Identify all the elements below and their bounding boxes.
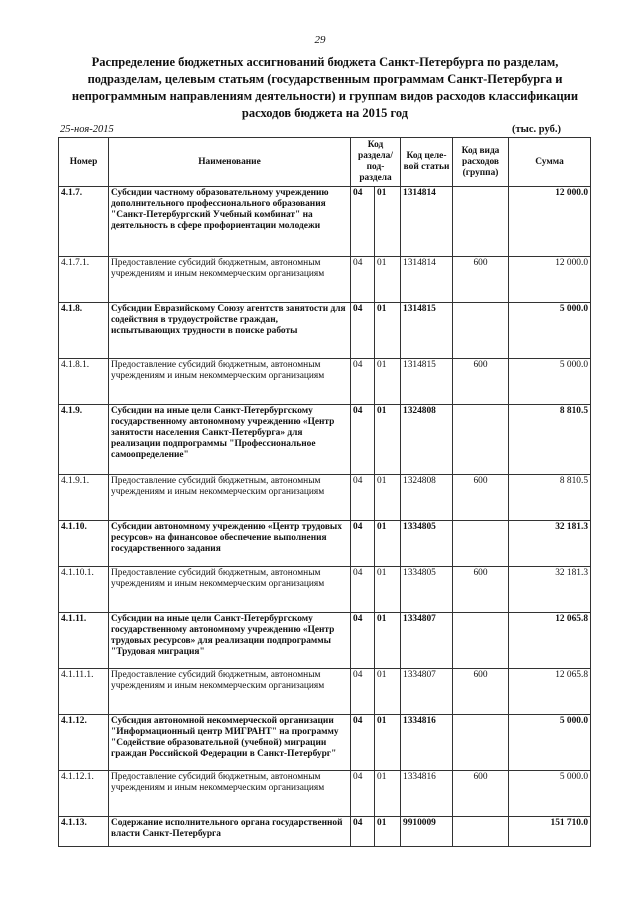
row-number: 4.1.9.1. — [59, 475, 109, 521]
row-subsection-code: 01 — [375, 521, 401, 567]
budget-table — [58, 137, 591, 847]
row-name: Предоставление субсидий бюджетным, автономным учреждениям и иным некоммерческим организациям — [109, 359, 351, 405]
row-target-article-code: 1314814 — [401, 257, 453, 303]
row-name: Предоставление субсидий бюджетным, автономным учреждениям и иным некоммерческим организациям — [109, 669, 351, 715]
row-subsection-code: 01 — [375, 669, 401, 715]
row-sum: 32 181.3 — [509, 521, 591, 567]
row-number: 4.1.7.1. — [59, 257, 109, 303]
row-subsection-code: 01 — [375, 771, 401, 817]
row-sum: 12 000.0 — [509, 257, 591, 303]
row-target-article-code: 1334805 — [401, 567, 453, 613]
document-date: 25-ноя-2015 — [60, 124, 114, 135]
row-sum: 12 065.8 — [509, 613, 591, 669]
table-row — [59, 715, 591, 771]
row-number: 4.1.8.1. — [59, 359, 109, 405]
header-sum: Сумма — [509, 138, 591, 187]
row-section-code: 04 — [351, 257, 375, 303]
row-number: 4.1.10.1. — [59, 567, 109, 613]
row-target-article-code: 1314814 — [401, 187, 453, 257]
row-sum: 5 000.0 — [509, 715, 591, 771]
row-subsection-code: 01 — [375, 359, 401, 405]
row-name: Предоставление субсидий бюджетным, автономным учреждениям и иным некоммерческим организациям — [109, 771, 351, 817]
table-row — [59, 475, 591, 521]
row-name: Субсидия автономной некоммерческой организации "Информационный центр МИГРАНТ" на программу "Содействие образовательной (учебной) миграции граждан Российской Федерации в Санкт-Петербург" — [109, 715, 351, 771]
table-row — [59, 303, 591, 359]
row-expense-type-code: 600 — [453, 475, 509, 521]
table-row — [59, 187, 591, 257]
row-number: 4.1.9. — [59, 405, 109, 475]
row-sum: 151 710.0 — [509, 817, 591, 847]
row-sum: 5 000.0 — [509, 303, 591, 359]
row-name: Субсидии Евразийскому Союзу агентств занятости для содействия в трудоустройстве граждан, испытывающих трудности в поиске работы — [109, 303, 351, 359]
row-section-code: 04 — [351, 521, 375, 567]
row-expense-type-code — [453, 187, 509, 257]
row-sum: 32 181.3 — [509, 567, 591, 613]
row-expense-type-code — [453, 303, 509, 359]
row-name: Предоставление субсидий бюджетным, автономным учреждениям и иным некоммерческим организациям — [109, 567, 351, 613]
row-number: 4.1.12. — [59, 715, 109, 771]
row-expense-type-code — [453, 817, 509, 847]
table-row — [59, 521, 591, 567]
row-section-code: 04 — [351, 613, 375, 669]
row-subsection-code: 01 — [375, 817, 401, 847]
row-number: 4.1.10. — [59, 521, 109, 567]
row-number: 4.1.7. — [59, 187, 109, 257]
row-expense-type-code: 600 — [453, 257, 509, 303]
row-target-article-code: 1334816 — [401, 715, 453, 771]
row-expense-type-code: 600 — [453, 567, 509, 613]
row-number: 4.1.8. — [59, 303, 109, 359]
row-expense-type-code — [453, 715, 509, 771]
table-row — [59, 771, 591, 817]
row-expense-type-code — [453, 521, 509, 567]
row-section-code: 04 — [351, 359, 375, 405]
row-section-code: 04 — [351, 771, 375, 817]
row-name: Предоставление субсидий бюджетным, автономным учреждениям и иным некоммерческим организациям — [109, 475, 351, 521]
row-target-article-code: 1334807 — [401, 613, 453, 669]
row-section-code: 04 — [351, 715, 375, 771]
row-expense-type-code — [453, 613, 509, 669]
row-expense-type-code — [453, 405, 509, 475]
row-name: Субсидии на иные цели Санкт-Петербургскому государственному автономному учреждению «Центр трудовых ресурсов» для реализации подпрограммы "Трудовая миграция" — [109, 613, 351, 669]
document-title: Распределение бюджетных ассигнований бюджета Санкт-Петербурга по разделам, подразделам, целевым статьям (государственным программам Санкт-Петербурга и непрограммным направлениям деятельности) и группам видов расходов классификации расходов бюджета на 2015 год — [71, 55, 579, 120]
row-number: 4.1.11.1. — [59, 669, 109, 715]
table-row — [59, 257, 591, 303]
row-name: Субсидии частному образовательному учреждению дополнительного профессионального образования "Санкт-Петербургский Учебный комбинат" на деятельность в сфере профориентации молодежи — [109, 187, 351, 257]
row-subsection-code: 01 — [375, 613, 401, 669]
row-sum: 5 000.0 — [509, 359, 591, 405]
row-expense-type-code: 600 — [453, 669, 509, 715]
table-body — [59, 187, 591, 847]
currency-units: (тыс. руб.) — [512, 124, 561, 135]
row-subsection-code: 01 — [375, 567, 401, 613]
row-sum: 12 065.8 — [509, 669, 591, 715]
row-expense-type-code: 600 — [453, 771, 509, 817]
row-sum: 8 810.5 — [509, 405, 591, 475]
row-section-code: 04 — [351, 817, 375, 847]
header-name: Наименование — [109, 138, 351, 187]
row-target-article-code: 1334805 — [401, 521, 453, 567]
row-target-article-code: 1314815 — [401, 303, 453, 359]
row-number: 4.1.11. — [59, 613, 109, 669]
row-sum: 12 000.0 — [509, 187, 591, 257]
row-target-article-code: 1324808 — [401, 475, 453, 521]
table-header-row — [59, 138, 591, 187]
row-name: Предоставление субсидий бюджетным, автономным учреждениям и иным некоммерческим организациям — [109, 257, 351, 303]
header-section-code: Код раздела/ под- раздела — [351, 138, 401, 187]
row-target-article-code: 1324808 — [401, 405, 453, 475]
table-row — [59, 359, 591, 405]
row-section-code: 04 — [351, 405, 375, 475]
header-number: Номер — [59, 138, 109, 187]
row-section-code: 04 — [351, 303, 375, 359]
row-section-code: 04 — [351, 567, 375, 613]
header-expense-type-code: Код вида расходов (группа) — [453, 138, 509, 187]
table-row — [59, 567, 591, 613]
row-sum: 5 000.0 — [509, 771, 591, 817]
row-number: 4.1.12.1. — [59, 771, 109, 817]
row-subsection-code: 01 — [375, 257, 401, 303]
row-name: Содержание исполнительного органа государственной власти Санкт-Петербурга — [109, 817, 351, 847]
header-target-article-code: Код целе- вой статьи — [401, 138, 453, 187]
row-target-article-code: 1334807 — [401, 669, 453, 715]
row-section-code: 04 — [351, 669, 375, 715]
table-row — [59, 405, 591, 475]
row-sum: 8 810.5 — [509, 475, 591, 521]
row-target-article-code: 1334816 — [401, 771, 453, 817]
row-subsection-code: 01 — [375, 715, 401, 771]
page-number: 29 — [314, 34, 326, 46]
row-name: Субсидии на иные цели Санкт-Петербургскому государственному автономному учреждению «Центр занятости населения Санкт-Петербурга» для реализации подпрограммы "Профессиональное самоопределение" — [109, 405, 351, 475]
row-section-code: 04 — [351, 187, 375, 257]
table-row — [59, 613, 591, 669]
row-name: Субсидии автономному учреждению «Центр трудовых ресурсов» на финансовое обеспечение выполнения государственного задания — [109, 521, 351, 567]
row-subsection-code: 01 — [375, 405, 401, 475]
row-subsection-code: 01 — [375, 187, 401, 257]
row-section-code: 04 — [351, 475, 375, 521]
table-row — [59, 817, 591, 847]
table-row — [59, 669, 591, 715]
row-target-article-code: 1314815 — [401, 359, 453, 405]
row-expense-type-code: 600 — [453, 359, 509, 405]
row-subsection-code: 01 — [375, 475, 401, 521]
row-target-article-code: 9910009 — [401, 817, 453, 847]
row-number: 4.1.13. — [59, 817, 109, 847]
row-subsection-code: 01 — [375, 303, 401, 359]
